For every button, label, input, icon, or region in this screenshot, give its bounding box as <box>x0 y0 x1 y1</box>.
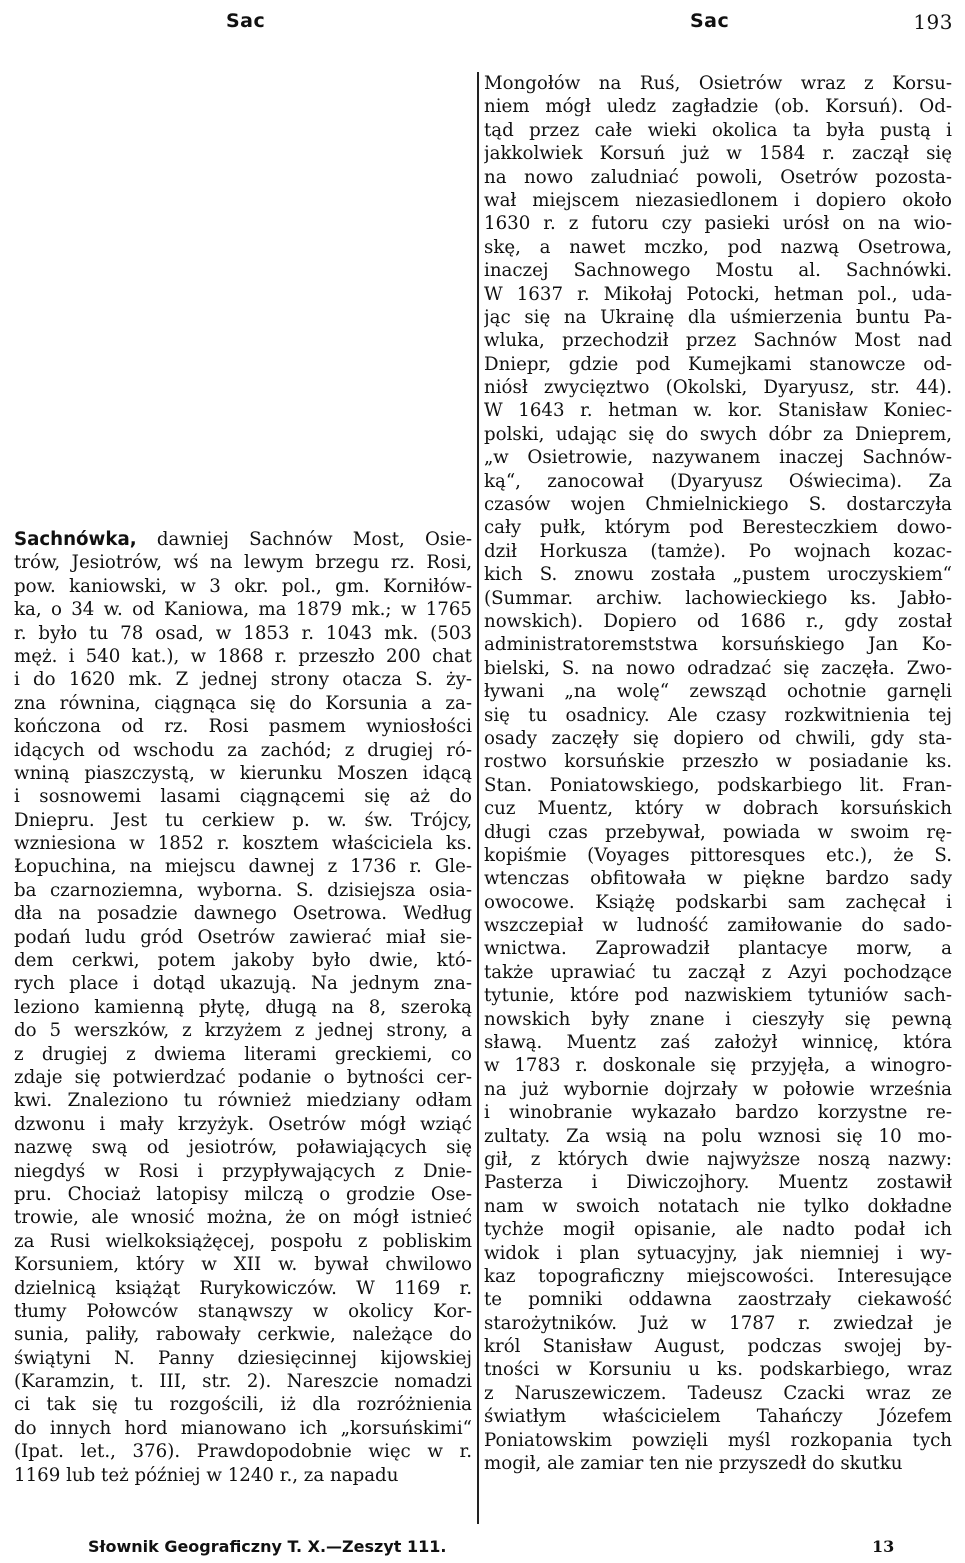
right-column <box>484 72 952 1475</box>
text-line: Łopuchina, na miejscu dawnej z 1736 r. Gle- <box>14 856 472 878</box>
text-line: w 1783 r. doskonale się przyjęła, a winogro- <box>484 1055 952 1077</box>
text-line: kończona od rz. Rosi pasmem wyniosłości <box>14 716 472 738</box>
text-line: do innych hord mianowano ich „korsuńskimi“ <box>14 1417 472 1439</box>
text-line: skę, a nawet mczko, pod nazwą Osetrowa, <box>484 236 952 258</box>
text-line: tności w Korsuniu u ks. podskarbiego, wraz <box>484 1359 952 1381</box>
text-line: Dniepru. Jest tu cerkiew p. w. św. Trójcy, <box>14 809 472 831</box>
text-line: się tu osadnicy. Ale czasy rozkwitnienia tej <box>484 704 952 726</box>
footer-sheet-number: 13 <box>872 1537 895 1556</box>
text-line: wzniesiona w 1852 r. kosztem właściciela ks. <box>14 833 472 855</box>
left-column-lines <box>14 551 472 1487</box>
text-line: r. było tu 78 osad, w 1853 r. 1043 mk. (503 <box>14 622 472 644</box>
text-line: kopiśmie (Voyages pittoresques etc.), że S. <box>484 844 952 866</box>
text-line: Stan. Poniatowskiego, podskarbiego lit. Fran- <box>484 774 952 796</box>
text-line: z drugiej z dwiema literami greckiemi, co <box>14 1043 472 1065</box>
text-line: i do 1620 mk. Z jednej strony otacza S. ży- <box>14 669 472 691</box>
text-line: starożytników. Już w 1787 r. zwiedzał je <box>484 1312 952 1334</box>
text-line: dzwonu i mały krzyżyk. Osetrów mógł wziąć <box>14 1113 472 1135</box>
text-line: osady zaczęły się dopiero od chwili, gdy sta- <box>484 727 952 749</box>
text-line: ka, o 34 w. od Kaniowa, ma 1879 mk.; w 1765 <box>14 599 472 621</box>
text-line: tłumy Połowców stanąwszy w okolicy Kor- <box>14 1300 472 1322</box>
text-line: nowskich były znane i cieszyły się pewną <box>484 1008 952 1030</box>
text-line: sławą. Muentz zaś założył winnicę, która <box>484 1032 952 1054</box>
text-line: cuz Muentz, który w dobrach korsuńskich <box>484 798 952 820</box>
text-line: 1630 r. z futoru czy pasieki urósł on na wio- <box>484 213 952 235</box>
text-line: gił, z których dwie najwyższe noszą nazwy: <box>484 1148 952 1170</box>
text-line: pow. kaniowski, w 3 okr. pol., gm. Korniłów- <box>14 575 472 597</box>
text-line: cały pułk, którym pod Beresteczkiem dowo- <box>484 517 952 539</box>
text-line: wniną piaszczystą, w kierunku Moszen idącą <box>14 762 472 784</box>
text-line: jakkolwiek Korsuń już w 1584 r. zaczął się <box>484 143 952 165</box>
text-line: za Rusi wielkoksiążęcej, pospołu z pobliskim <box>14 1230 472 1252</box>
text-line: trowie, ale wnosić można, że on mógł istnieć <box>14 1207 472 1229</box>
entry-headword: Sachnówka, <box>14 529 137 550</box>
text-line: polski, udając się do swych dóbr za Dnieprem, <box>484 423 952 445</box>
text-line: wnictwa. Zaprowadził plantacye morw, a <box>484 938 952 960</box>
text-line: owocowe. Książę podskarbi sam zachęcał i <box>484 891 952 913</box>
text-line: z Naruszewiczem. Tadeusz Czacki wraz ze <box>484 1382 952 1404</box>
text-line: (Ipat. let., 376). Prawdopodobnie więc w r. <box>14 1441 472 1463</box>
text-line: Pasterza i Diwiczojhory. Muentz zostawił <box>484 1172 952 1194</box>
text-line: leziono kamienną płytę, długą na 8, szeroką <box>14 996 472 1018</box>
text-line: wtenczas obfitowała w piękne bardzo sady <box>484 868 952 890</box>
page-number: 193 <box>913 10 953 34</box>
text-line: (Summar. archiw. lachowieckiego ks. Jabło- <box>484 587 952 609</box>
text-line: wał miejscem niezasiedlonem i dopiero około <box>484 189 952 211</box>
text-line: Dniepr, gdzie pod Kumejkami stanowcze od- <box>484 353 952 375</box>
text-line: także uprawiać tu zaczął z Azyi pochodzące <box>484 961 952 983</box>
text-line: ływani „na wolę“ zewsząd ochotnie garnęli <box>484 681 952 703</box>
text-line: zultaty. Za wsią na polu wznosi się 10 mo- <box>484 1125 952 1147</box>
text-line: na nowo zaludniać powoli, Osetrów pozosta- <box>484 166 952 188</box>
text-line: kaz topograficzny miejscowości. Interesujące <box>484 1265 952 1287</box>
text-line: kich S. znowu została „pustem uroczyskiem“ <box>484 564 952 586</box>
text-line: nam w swoich notatach nie tylko dokładne <box>484 1195 952 1217</box>
text-line: kwi. Znaleziono tu również miedziany odłam <box>14 1090 472 1112</box>
text-line: niem mógł uledz zagładzie (ob. Korsuń). Od- <box>484 96 952 118</box>
text-line: rostwo korsuńskie przeszło w posiadanie ks. <box>484 751 952 773</box>
text-line: tytunie, które pod nazwiskiem tytuniów sach- <box>484 985 952 1007</box>
entry-first-line-text: dawniej Sachnów Most, Osie- <box>136 529 472 550</box>
text-line: ką“, zanocował (Dyaryusz Oświecima). Za <box>484 470 952 492</box>
running-head-right: Sac <box>690 10 730 32</box>
text-line: nazwę swą od jesiotrów, poławiających się <box>14 1137 472 1159</box>
text-line: tąd przez całe wieki okolica ta była pustą i <box>484 119 952 141</box>
left-column <box>14 528 472 1487</box>
text-line: ci tak się tu rozgościli, iż dla rozróżnienia <box>14 1394 472 1416</box>
text-line: dem cerkwi, potem jakoby było dwie, któ- <box>14 950 472 972</box>
text-line: rych place i dotąd ukazują. Na jednym zna- <box>14 973 472 995</box>
text-line: i winobranie wykazało bardzo korzystne re- <box>484 1102 952 1124</box>
text-line: podań ludu gród Osetrów zawierać miał sie- <box>14 926 472 948</box>
text-line: i sosnowemi lasami ciągnącemi się aż do <box>14 786 472 808</box>
text-line: te pomniki oddawna zaostrzały ciekawość <box>484 1289 952 1311</box>
text-line: do 5 werszków, z krzyżem z jednej strony, a <box>14 1020 472 1042</box>
text-line: na już wybornie dojrzały w połowie września <box>484 1078 952 1100</box>
text-line: niegdyś w Rosi i przypływających z Dnie- <box>14 1160 472 1182</box>
text-line: tychże mogił opisanie, ale nadto podał ich <box>484 1219 952 1241</box>
text-line: dził Horkusza (tamże). Po wojnach kozac- <box>484 540 952 562</box>
text-line: sunia, paliły, rabowały cerkwie, należące do <box>14 1324 472 1346</box>
text-line: światłym właścicielem Tahańczy Józefem <box>484 1406 952 1428</box>
text-line: mogił, ale zamiar ten nie przyszedł do skutku <box>484 1453 903 1475</box>
text-line: król Stanisław August, podczas swojej by- <box>484 1336 952 1358</box>
text-line: widok i plan sytuacyjny, jak niemniej i wy- <box>484 1242 952 1264</box>
text-line: Mongołów na Ruś, Osietrów wraz z Korsu- <box>484 73 952 94</box>
text-line: trów, Jesiotrów, wś na lewym brzegu rz. Rosi, <box>14 552 472 574</box>
text-line: dła na posadzie dawnego Osetrowa. Według <box>14 903 472 925</box>
text-line: zna równina, ciągnąca się do Korsunia a za- <box>14 692 472 714</box>
text-line: ba czarnoziemna, wyborna. S. dzisiejsza osia- <box>14 879 472 901</box>
text-line: wszczepiał w ludność zamiłowanie do sado- <box>484 915 952 937</box>
text-line: długi czas przebywał, powiada w swoim rę- <box>484 821 952 843</box>
text-line: niósł zwycięztwo (Okolski, Dyaryusz, str. 44). <box>484 377 952 399</box>
text-line: W 1643 r. hetman w. kor. Stanisław Koniec- <box>484 400 952 422</box>
text-line: 1169 lub też później w 1240 r., za napadu <box>14 1464 399 1486</box>
footer-signature: Słownik Geograficzny T. X.—Zeszyt 111. <box>88 1537 447 1556</box>
text-line: męż. i 540 kat.), w 1868 r. przeszło 200 chat <box>14 645 472 667</box>
running-head-left: Sac <box>226 10 266 32</box>
text-line: zdaje się potwierdzać podanie o bytności cer- <box>14 1066 472 1088</box>
text-line: Korsuniem, który w XII w. bywał chwilowo <box>14 1254 472 1276</box>
text-line: świątyni N. Panny dziesięcinnej kijowskiej <box>14 1347 472 1369</box>
text-line: inaczej Sachnowego Mostu al. Sachnówki. <box>484 260 952 282</box>
text-line: idących od wschodu za zachód; z drugiej ró- <box>14 739 472 761</box>
right-column-lines <box>484 72 952 1475</box>
text-line: jąc się na Ukrainę dla uśmierzenia buntu Pa- <box>484 306 952 328</box>
text-line: administratoremststwa korsuńskiego Jan Ko- <box>484 634 952 656</box>
text-line: nowskich). Dopiero od 1686 r., gdy został <box>484 610 952 632</box>
text-line: (Karamzin, t. III, str. 2). Nareszcie nomadzi <box>14 1371 472 1393</box>
text-line: „w Osietrowie, nazywanem inaczej Sachnów- <box>484 447 952 469</box>
text-line: czasów wojen Chmielnickiego S. dostarczyła <box>484 494 952 516</box>
text-line: W 1637 r. Mikołaj Potocki, hetman pol., uda- <box>484 283 952 305</box>
text-line: dzielnicą książąt Rurykowiczów. W 1169 r. <box>14 1277 472 1299</box>
column-divider <box>477 72 479 1524</box>
entry-first-line <box>14 528 472 551</box>
text-line: bielski, S. na nowo odradzać się zaczęła. Zwo- <box>484 657 952 679</box>
text-line: wluka, przechodził przez Sachnów Most nad <box>484 330 952 352</box>
text-line: pru. Chociaż latopisy milczą o grodzie Ose- <box>14 1183 472 1205</box>
text-line: Poniatowskim powzięli myśl rozkopania tych <box>484 1429 952 1451</box>
